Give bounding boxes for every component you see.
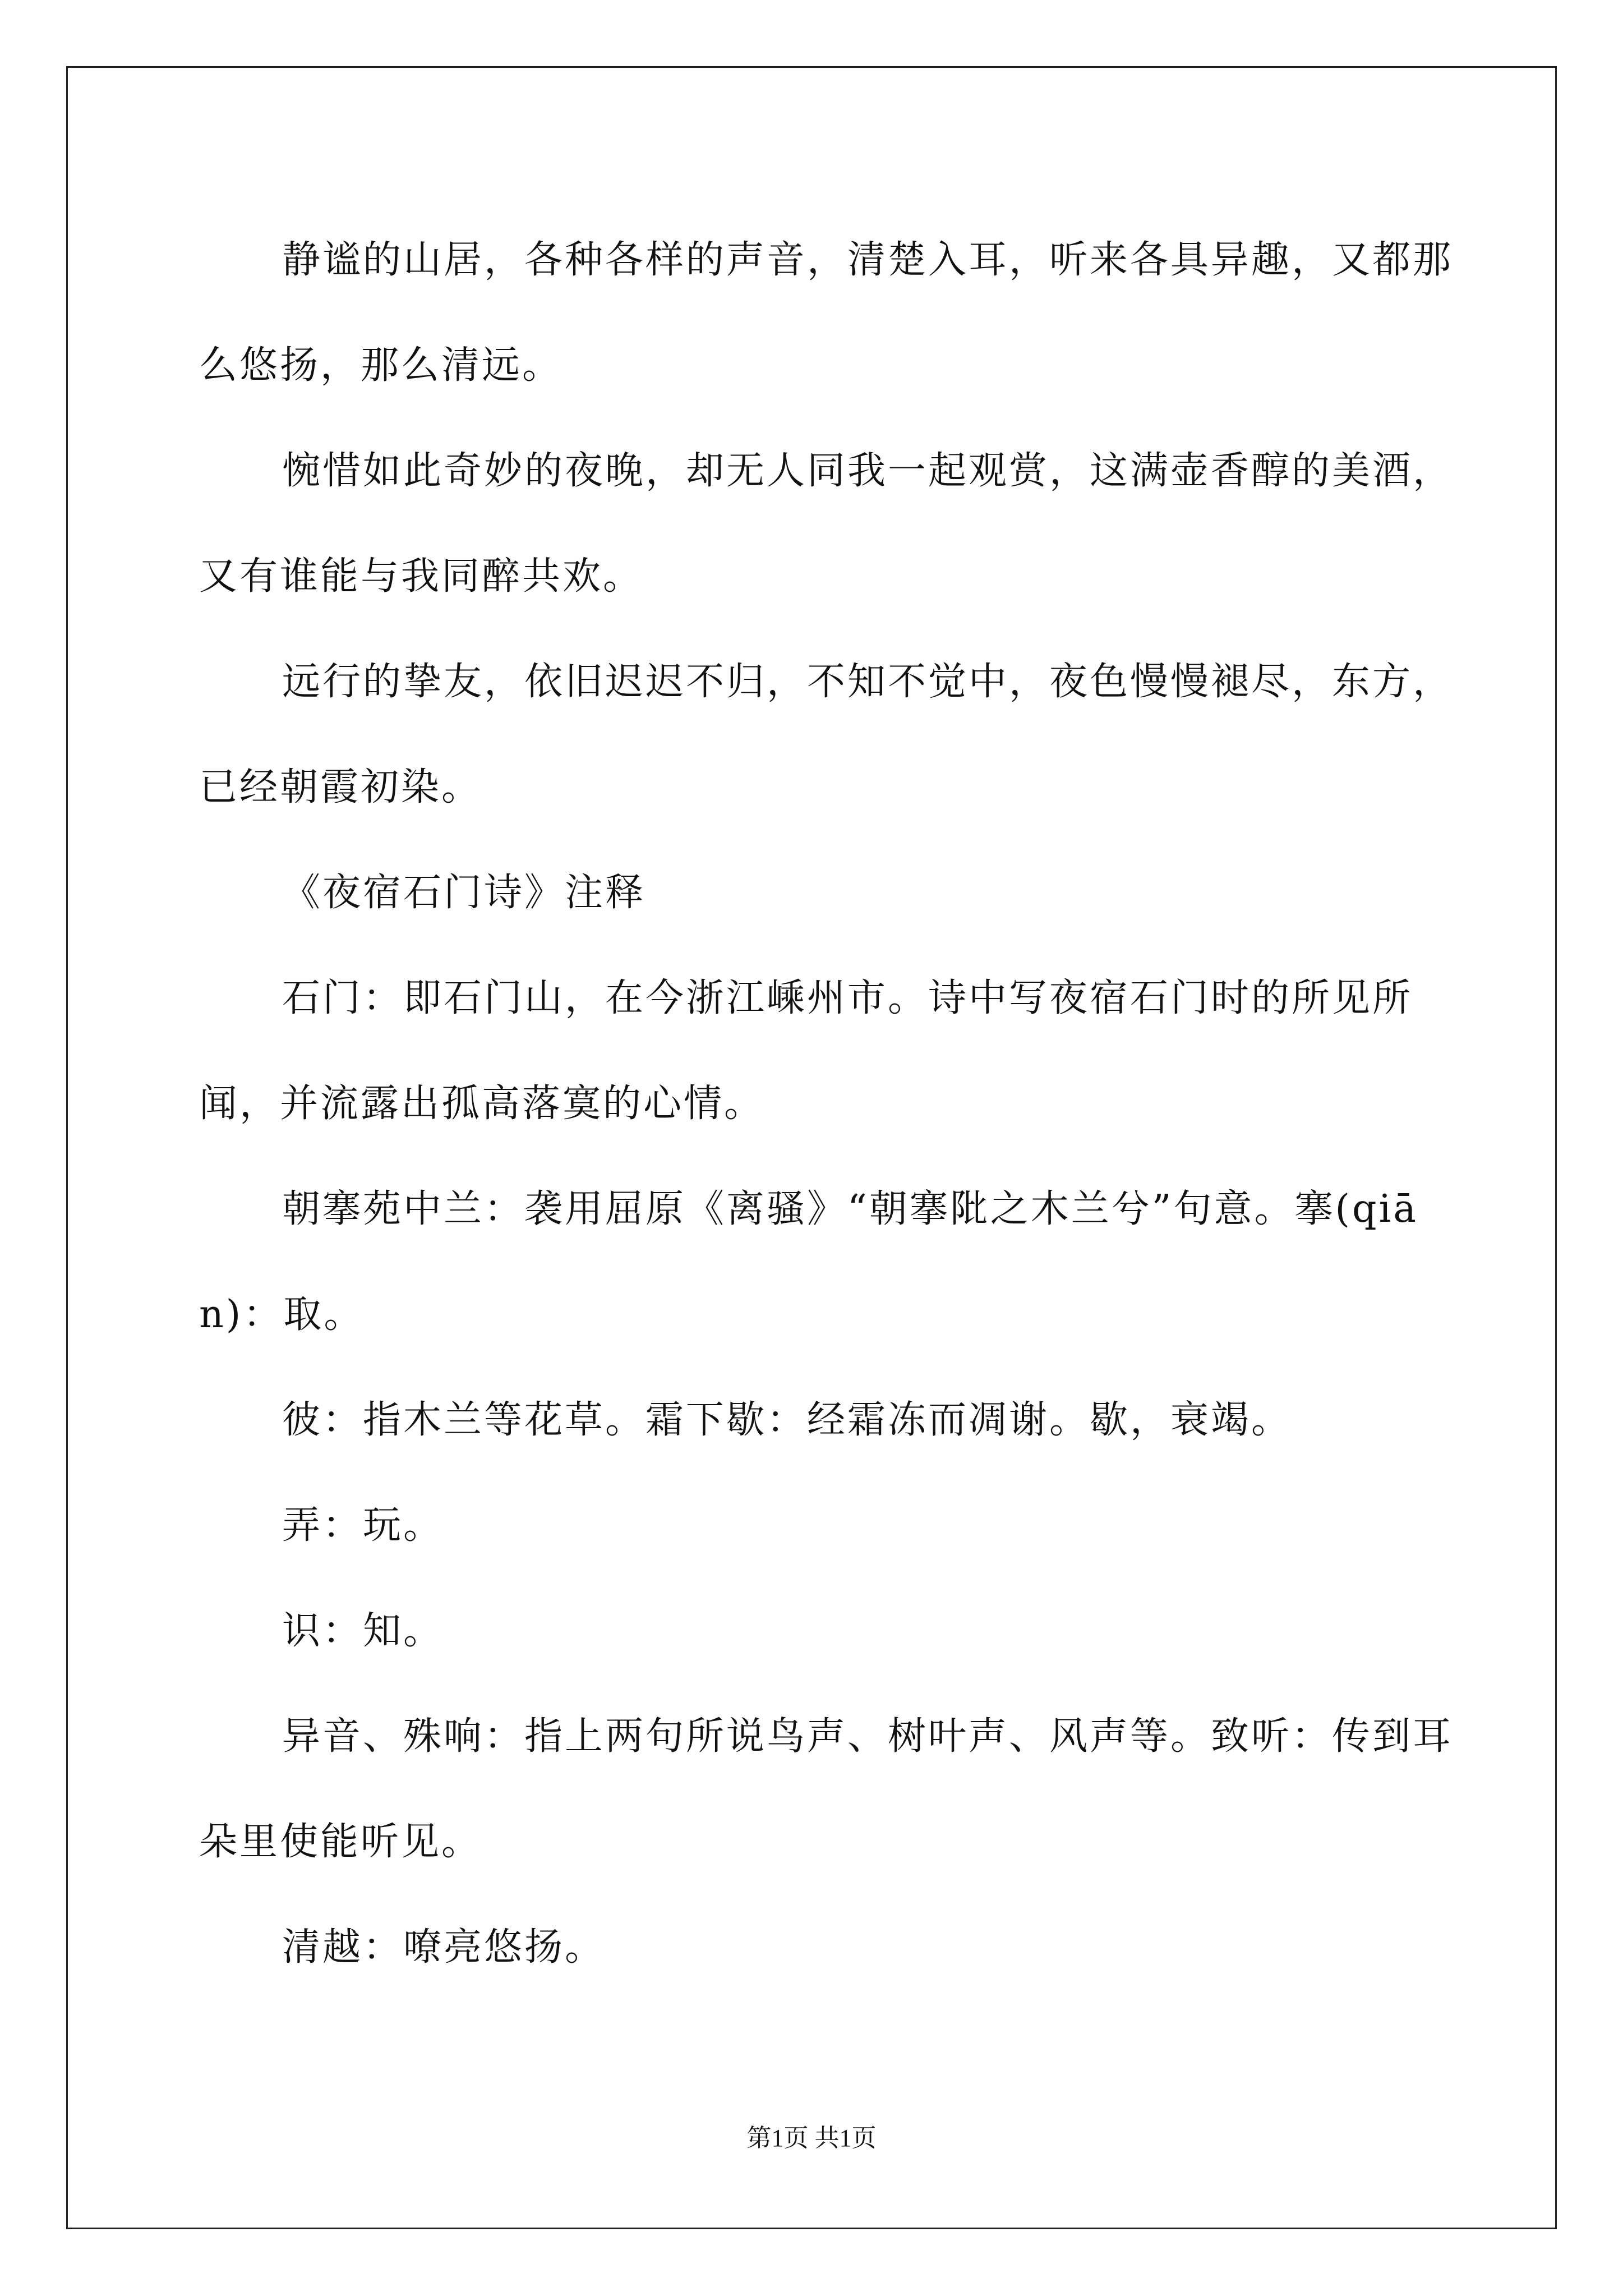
page-footer: 第1页 共1页 (746, 2124, 877, 2152)
paragraph: 彼：指木兰等花草。霜下歇：经霜冻而凋谢。歇，衰竭。 (282, 1398, 1292, 1442)
paragraph: 静谧的山居，各种各样的声音，清楚入耳，听来各具异趣，又都那么悠扬，那么清远。 (199, 238, 1454, 388)
paragraph: 朝搴苑中兰：袭用屈原《离骚》“朝搴阰之木兰兮”句意。搴(qiān)：取。 (199, 1187, 1418, 1337)
paragraph: 异音、殊响：指上两句所说鸟声、树叶声、风声等。致听：传到耳朵里使能听见。 (199, 1714, 1454, 1864)
section-heading: 《夜宿石门诗》注释 (282, 871, 646, 915)
paragraph: 弄：玩。 (282, 1503, 444, 1548)
paragraph: 石门：即石门山，在今浙江嵊州市。诗中写夜宿石门时的所见所闻，并流露出孤高落寞的心情。 (199, 976, 1413, 1126)
paragraph: 远行的挚友，依旧迟迟不归，不知不觉中，夜色慢慢褪尽，东方，已经朝霞初染。 (199, 660, 1454, 809)
paragraph: 识：知。 (282, 1609, 444, 1653)
paragraph: 惋惜如此奇妙的夜晚，却无人同我一起观赏，这满壶香醇的美酒，又有谁能与我同醉共欢。 (199, 449, 1454, 599)
paragraph: 清越：嘹亮悠扬。 (282, 1925, 606, 1970)
document-body (199, 208, 1461, 2000)
